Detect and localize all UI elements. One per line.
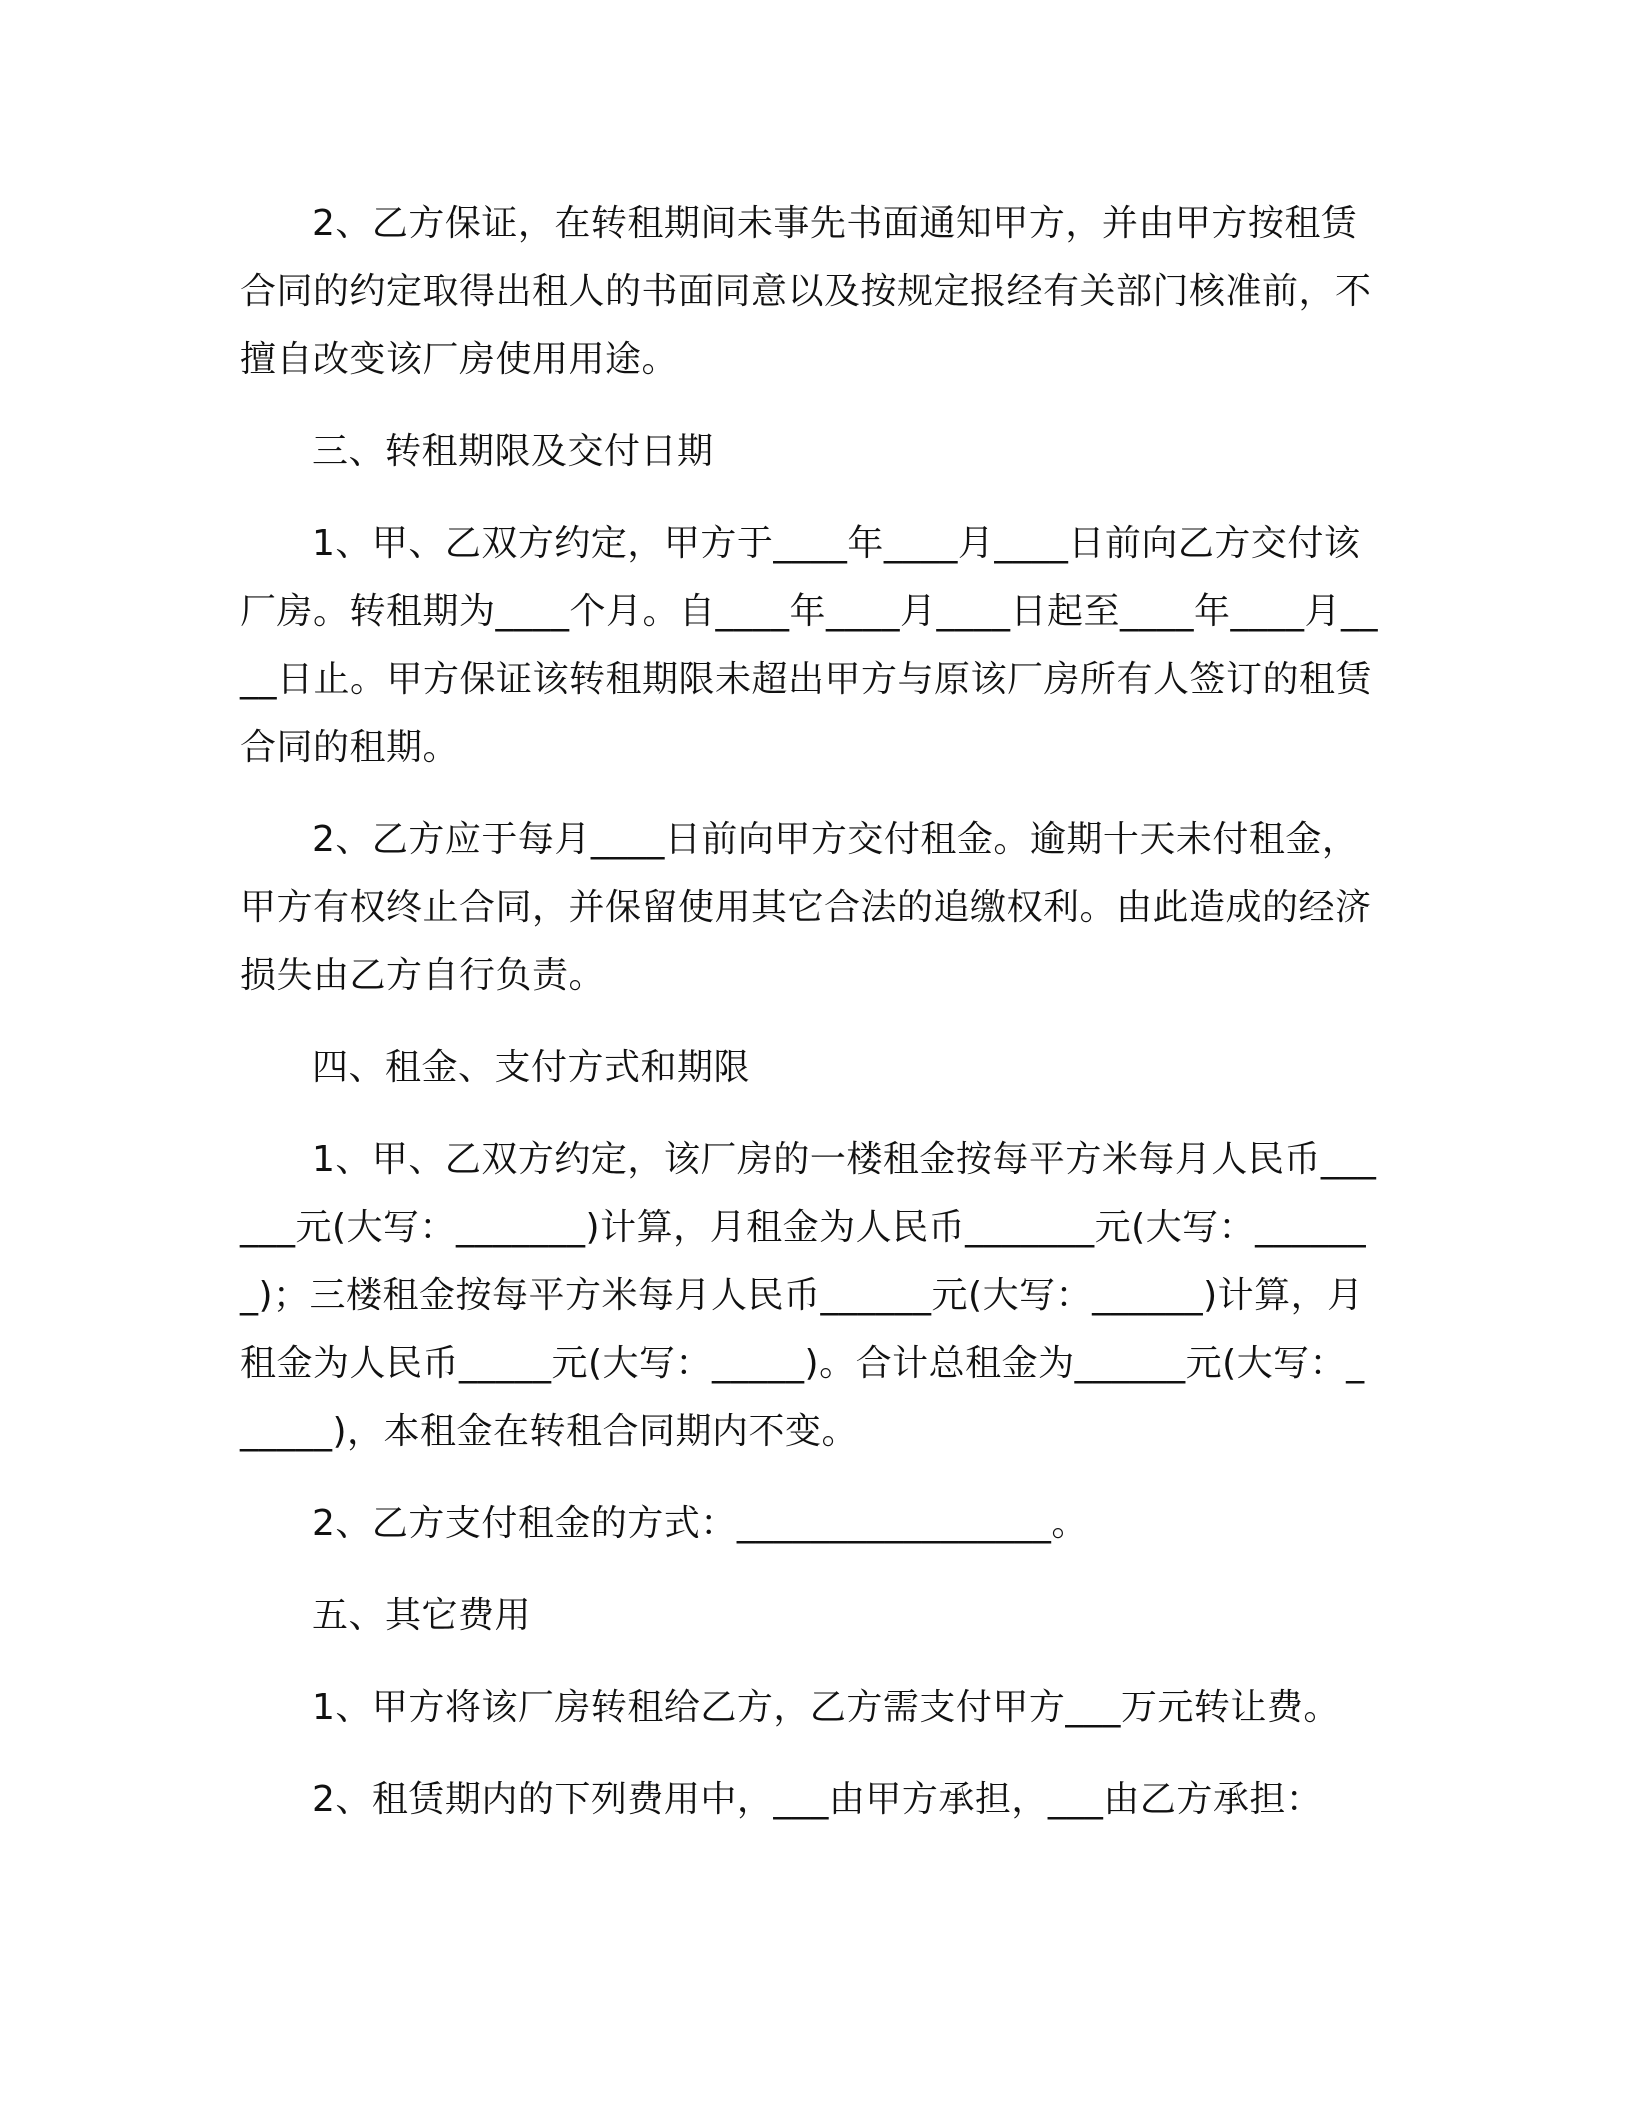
clause-1-transfer-fee: 1、甲方将该厂房转租给乙方，乙方需支付甲方___万元转让费。 — [312, 1687, 1340, 1728]
document-body — [240, 190, 1380, 1858]
section-heading-other-fees: 五、其它费用 — [312, 1595, 532, 1636]
clause-2-payment-method: 2、乙方支付租金的方式：_________________。 — [312, 1503, 1088, 1544]
section-heading-term: 三、转租期限及交付日期 — [312, 431, 714, 472]
section-heading-rent: 四、租金、支付方式和期限 — [312, 1047, 751, 1088]
clause-2-purpose: 2、乙方保证，在转租期间未事先书面通知甲方，并由甲方按租赁合同的约定取得出租人的书面同意以及按规定报经有关部门核准前，不擅自改变该厂房使用用途。 — [240, 203, 1372, 380]
clause-1-term: 1、甲、乙双方约定，甲方于____年____月____日前向乙方交付该厂房。转租期为____个月。自____年____月____日起至____年____月____日止。甲方保证该转租期限未超出甲方与原该厂房所有人签订的租赁合同的租期。 — [240, 523, 1379, 768]
clause-2-payment: 2、乙方应于每月____日前向甲方交付租金。逾期十天未付租金，甲方有权终止合同，并保留使用其它合法的追缴权利。由此造成的经济损失由乙方自行负责。 — [240, 819, 1372, 996]
clause-1-rent: 1、甲、乙双方约定，该厂房的一楼租金按每平方米每月人民币______元(大写：_______)计算，月租金为人民币_______元(大写：_______)；三楼租金按每平方米每月人民币______元(大写：______)计算，月租金为人民币_____元(大写：_____)。合计总租金为______元(大写：______)，本租金在转租合同期内不变。 — [240, 1139, 1377, 1452]
clause-2-fee-allocation: 2、租赁期内的下列费用中，___由甲方承担，___由乙方承担： — [312, 1779, 1323, 1820]
